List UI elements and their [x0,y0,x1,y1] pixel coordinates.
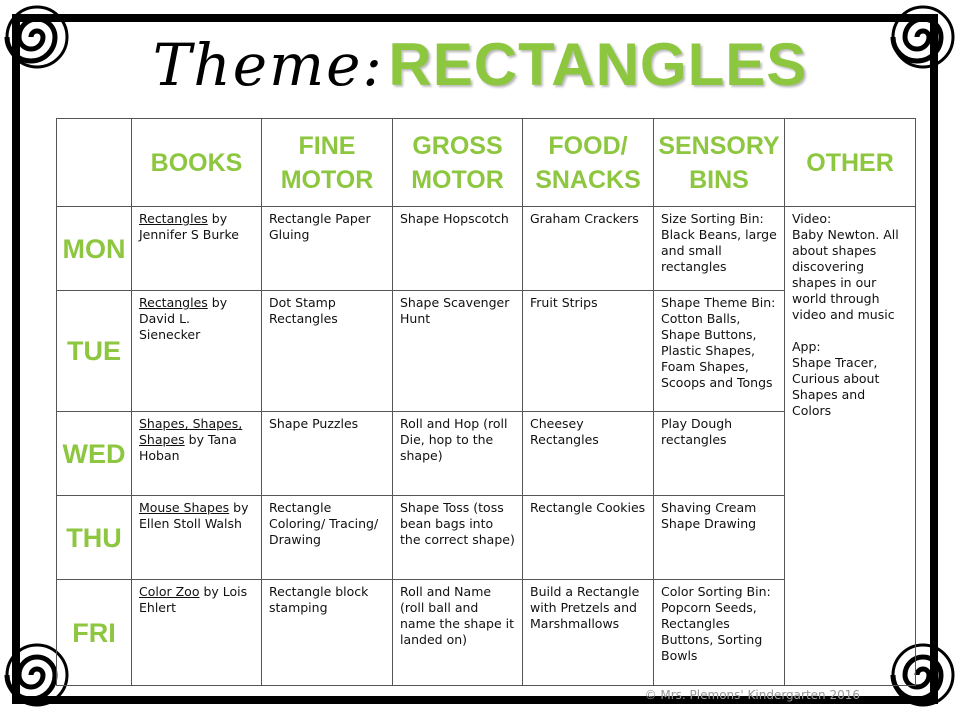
sensory-cell: Play Dough rectangles [654,412,785,496]
table-row [57,207,916,291]
book-author: by Jennifer S Burke [139,211,239,242]
books-cell [132,580,262,686]
lesson-plan-table [56,118,916,686]
food-cell: Build a Rectangle with Pretzels and Marshmallows [523,580,654,686]
book-title: Rectangles [139,295,208,310]
book-author: by Tana Hoban [139,432,237,463]
gross-motor-cell: Roll and Name (roll ball and name the shape it landed on) [393,580,523,686]
fine-motor-cell: Rectangle Paper Gluing [262,207,393,291]
book-title: Shapes, Shapes, Shapes [139,416,243,447]
gross-motor-cell: Roll and Hop (roll Die, hop to the shape) [393,412,523,496]
title-prefix: Theme: [152,31,384,99]
title-topic: RECTANGLES [388,31,808,98]
books-cell [132,412,262,496]
food-cell: Graham Crackers [523,207,654,291]
sensory-cell: Size Sorting Bin: Black Beans, large and small rectangles [654,207,785,291]
page-title [0,30,960,99]
books-cell [132,207,262,291]
header-row [57,119,916,207]
book-author: by Lois Ehlert [139,584,248,615]
sensory-cell: Shape Theme Bin: Cotton Balls, Shape Buttons, Plastic Shapes, Foam Shapes, Scoops and Tongs [654,291,785,412]
fine-motor-cell: Rectangle Coloring/ Tracing/ Drawing [262,496,393,580]
book-title: Rectangles [139,211,208,226]
column-header-fine-motor: FINE MOTOR [262,119,393,207]
books-cell [132,496,262,580]
food-cell: Rectangle Cookies [523,496,654,580]
column-header-gross-motor: GROSS MOTOR [393,119,523,207]
copyright-footer: © Mrs. Plemons' Kindergarten 2016 [644,688,860,702]
corner-cell [57,119,132,207]
food-cell: Cheesey Rectangles [523,412,654,496]
book-title: Mouse Shapes [139,500,230,515]
gross-motor-cell: Shape Toss (toss bean bags into the correct shape) [393,496,523,580]
sensory-cell: Color Sorting Bin: Popcorn Seeds, Rectangles Buttons, Sorting Bowls [654,580,785,686]
gross-motor-cell: Shape Scavenger Hunt [393,291,523,412]
column-header-other: OTHER [785,119,916,207]
food-cell: Fruit Strips [523,291,654,412]
column-header-food-snacks: FOOD/ SNACKS [523,119,654,207]
day-label: THU [57,496,132,580]
day-label: TUE [57,291,132,412]
book-author: by Ellen Stoll Walsh [139,500,249,531]
day-label: WED [57,412,132,496]
column-header-sensory-bins: SENSORY BINS [654,119,785,207]
fine-motor-cell: Shape Puzzles [262,412,393,496]
day-label: MON [57,207,132,291]
other-cell: Video: Baby Newton. All about shapes discovering shapes in our world through video and music App: Shape Tracer, Curious about Shapes and Colors [785,207,916,686]
books-cell [132,291,262,412]
day-label: FRI [57,580,132,686]
book-title: Color Zoo [139,584,200,599]
gross-motor-cell: Shape Hopscotch [393,207,523,291]
sensory-cell: Shaving Cream Shape Drawing [654,496,785,580]
fine-motor-cell: Dot Stamp Rectangles [262,291,393,412]
column-header-books: BOOKS [132,119,262,207]
book-author: by David L. Sienecker [139,295,228,342]
fine-motor-cell: Rectangle block stamping [262,580,393,686]
